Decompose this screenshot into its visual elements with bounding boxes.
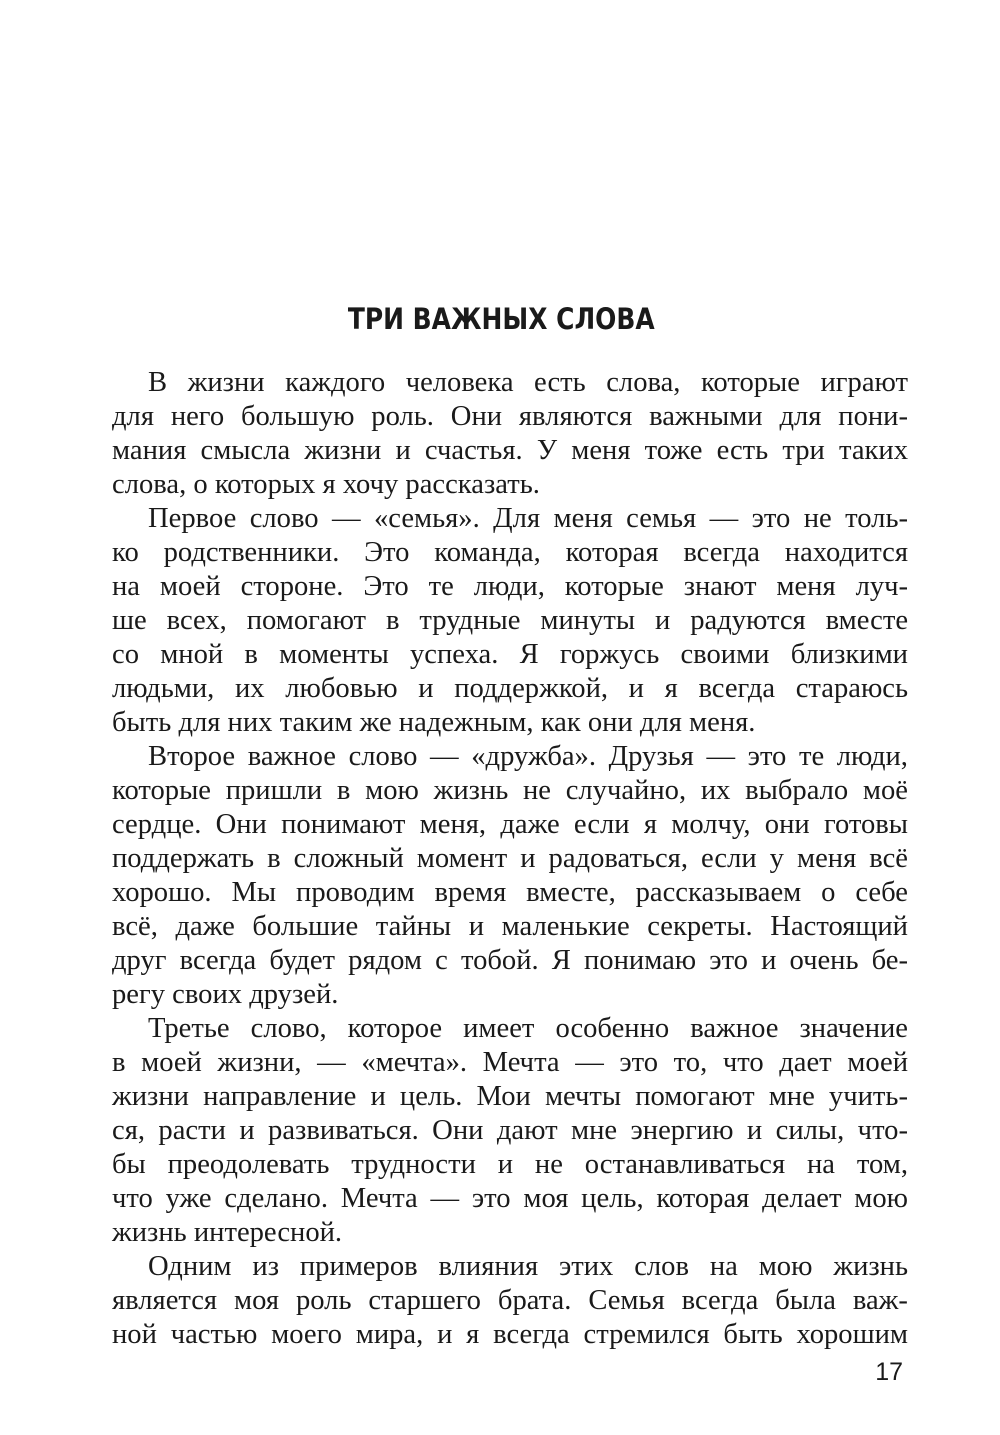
paragraph	[112, 1250, 908, 1352]
text-line: слова, о которых я хочу рассказать.	[112, 469, 540, 500]
paragraph	[112, 1012, 908, 1250]
text-line: регу своих друзей.	[112, 979, 339, 1010]
paragraph	[112, 502, 908, 740]
text-line: является моя роль старшего брата. Семья всегда была важ-	[112, 1285, 908, 1316]
text-line: ся, расти и развиваться. Они дают мне энергию и силы, что-	[112, 1115, 909, 1146]
text-line: Одним из примеров влияния этих слов на мою жизнь	[148, 1251, 909, 1282]
text-line: всё, даже большие тайны и маленькие секреты. Настоящий	[112, 911, 908, 942]
text-line: жизни направление и цель. Мои мечты помогают мне учить-	[112, 1081, 908, 1112]
text-line: жизнь интересной.	[112, 1217, 343, 1248]
text-line: Первое слово — «семья». Для меня семья — это не толь-	[148, 503, 909, 534]
page-number: 17	[875, 1358, 903, 1386]
text-line: для него большую роль. Они являются важными для пони-	[112, 401, 908, 432]
body-text	[112, 366, 908, 1352]
text-line: Второе важное слово — «дружба». Друзья — это те люди,	[148, 741, 908, 772]
text-line: быть для них таким же надежным, как они для меня.	[112, 707, 756, 738]
text-line: сердце. Они понимают меня, даже если я молчу, они готовы	[112, 809, 909, 840]
text-line: которые пришли в мою жизнь не случайно, их выбрало моё	[112, 775, 908, 806]
chapter-title: ТРИ ВАЖНЫХ СЛОВА	[347, 302, 655, 336]
text-line: что уже сделано. Мечта — это моя цель, которая делает мою	[112, 1183, 909, 1214]
text-line: со мной в моменты успеха. Я горжусь своими близкими	[112, 639, 908, 670]
paragraph	[112, 366, 908, 502]
text-line: друг всегда будет рядом с тобой. Я понимаю это и очень бе-	[112, 945, 909, 976]
text-line: ко родственники. Это команда, которая всегда находится	[112, 537, 908, 568]
text-line: в моей жизни, — «мечта». Мечта — это то, что дает моей	[112, 1047, 908, 1078]
text-line: Третье слово, которое имеет особенно важное значение	[148, 1013, 908, 1044]
text-line: ной частью моего мира, и я всегда стремился быть хорошим	[112, 1319, 909, 1350]
text-line: хорошо. Мы проводим время вместе, рассказываем о себе	[112, 877, 908, 908]
text-line: ше всех, помогают в трудные минуты и радуются вместе	[112, 605, 909, 636]
paragraph	[112, 740, 908, 1012]
text-line: В жизни каждого человека есть слова, которые играют	[148, 367, 908, 398]
text-line: мания смысла жизни и счастья. У меня тоже есть три таких	[112, 435, 909, 466]
text-line: людьми, их любовью и поддержкой, и я всегда стараюсь	[112, 673, 909, 704]
text-line: на моей стороне. Это те люди, которые знают меня луч-	[112, 571, 909, 602]
text-line: поддержать в сложный момент и радоваться, если у меня всё	[112, 843, 908, 874]
text-line: бы преодолевать трудности и не останавливаться на том,	[112, 1149, 908, 1180]
